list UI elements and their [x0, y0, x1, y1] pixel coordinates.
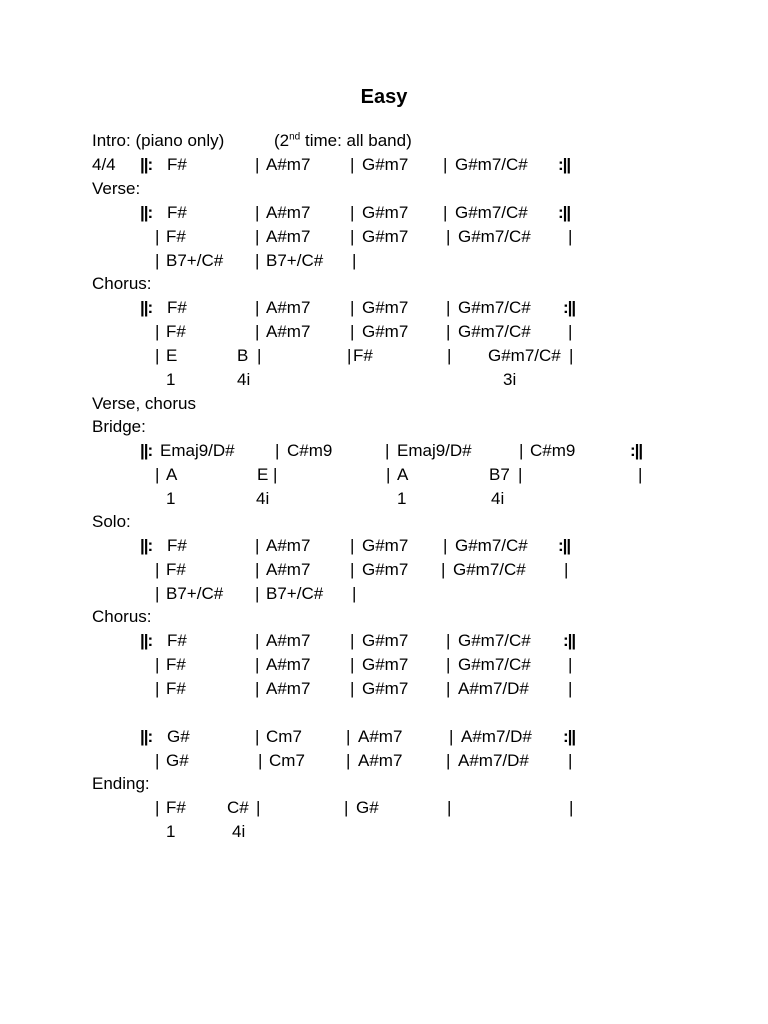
chord: G#	[356, 798, 379, 817]
bar-line: |	[257, 346, 262, 365]
bar-line: |	[350, 679, 355, 698]
chord: F#	[167, 298, 187, 317]
bar-line: |	[155, 751, 160, 770]
repeat-start-sign: ||:	[140, 536, 156, 555]
bar-line: |	[346, 727, 351, 746]
bar-line: |	[350, 655, 355, 674]
chord: F#	[167, 155, 187, 174]
bar-line: |	[350, 631, 355, 650]
section-chorus: Chorus:	[92, 607, 152, 626]
section-ending: Ending:	[92, 774, 150, 793]
chord: B7	[489, 465, 510, 484]
chord: G#m7	[362, 155, 409, 174]
bar-line: |	[352, 584, 357, 603]
section-chorus: Chorus:	[92, 274, 152, 293]
bar-line: |	[446, 227, 451, 246]
repeat-start-sign: ||:	[140, 298, 156, 317]
bar-line: |	[155, 227, 160, 246]
chord: A#m7	[358, 751, 403, 770]
chord: A#m7/D#	[461, 727, 532, 746]
bar-line: |	[443, 203, 448, 222]
chord: F#	[353, 346, 373, 365]
bar-line: |	[443, 536, 448, 555]
bar-line: |	[255, 155, 260, 174]
intro-label: Intro: (piano only)	[92, 131, 225, 150]
bar-line: |	[569, 798, 574, 817]
beat-number: 4i	[491, 489, 505, 508]
chord: E	[257, 465, 269, 484]
chord: A	[166, 465, 178, 484]
bar-line: |	[255, 251, 260, 270]
bar-line: |	[255, 560, 260, 579]
bar-line: |	[568, 655, 573, 674]
chord: A#m7/D#	[458, 751, 529, 770]
bar-line: |	[275, 441, 280, 460]
beat-number: 1	[397, 489, 407, 508]
beat-number: 1	[166, 822, 176, 841]
chord: G#m7	[362, 560, 409, 579]
bar-line: |	[446, 298, 451, 317]
chord: G#m7	[362, 631, 409, 650]
bar-line: |	[443, 155, 448, 174]
bar-line: |	[568, 751, 573, 770]
chord: G#m7	[362, 298, 409, 317]
chord: G#m7	[362, 203, 409, 222]
repeat-end-sign: :||	[563, 631, 576, 650]
bar-line: |	[155, 655, 160, 674]
chord: Cm7	[266, 727, 302, 746]
chord: G#m7/C#	[458, 227, 531, 246]
chord: G#m7/C#	[458, 655, 531, 674]
chord: E	[166, 346, 178, 365]
bar-line: |	[155, 560, 160, 579]
chord: A#m7	[266, 203, 311, 222]
chord: A#m7	[358, 727, 403, 746]
chord: G#m7	[362, 655, 409, 674]
beat-number: 3i	[503, 370, 517, 389]
bar-line: |	[155, 798, 160, 817]
bar-line: |	[273, 465, 278, 484]
chord: F#	[166, 227, 186, 246]
section-verse: Verse:	[92, 179, 141, 198]
chord: A#m7	[266, 679, 311, 698]
bar-line: |	[350, 227, 355, 246]
bar-line: |	[344, 798, 349, 817]
chord: A#m7	[266, 155, 311, 174]
bar-line: |	[385, 441, 390, 460]
chord: G#m7/C#	[455, 536, 528, 555]
chord: F#	[166, 798, 186, 817]
section-bridge: Bridge:	[92, 417, 146, 436]
chord: G#m7	[362, 322, 409, 341]
chord: B7+/C#	[166, 584, 224, 603]
repeat-start-sign: ||:	[140, 155, 156, 174]
time-signature: 4/4	[92, 155, 116, 174]
intro-band-note: (2nd time: all band)	[274, 131, 412, 150]
bar-line: |	[386, 465, 391, 484]
chord: C#m9	[287, 441, 333, 460]
bar-line: |	[155, 322, 160, 341]
bar-line: |	[350, 322, 355, 341]
bar-line: |	[155, 251, 160, 270]
bar-line: |	[446, 631, 451, 650]
bar-line: |	[564, 560, 569, 579]
beat-number: 4i	[256, 489, 270, 508]
bar-line: |	[255, 322, 260, 341]
bar-line: |	[255, 227, 260, 246]
chord: B7+/C#	[266, 251, 324, 270]
bar-line: |	[350, 560, 355, 579]
bar-line: |	[350, 298, 355, 317]
bar-line: |	[446, 322, 451, 341]
chord: G#m7/C#	[458, 298, 531, 317]
chord: F#	[167, 631, 187, 650]
section-solo: Solo:	[92, 512, 131, 531]
repeat-start-sign: ||:	[140, 631, 156, 650]
bar-line: |	[568, 322, 573, 341]
chord: A#m7	[266, 536, 311, 555]
bar-line: |	[255, 631, 260, 650]
chord: F#	[166, 560, 186, 579]
bar-line: |	[350, 536, 355, 555]
bar-line: |	[449, 727, 454, 746]
chord: G#m7/C#	[458, 322, 531, 341]
beat-number: 1	[166, 489, 176, 508]
chord: A#m7	[266, 227, 311, 246]
chord: F#	[167, 203, 187, 222]
chord: G#m7/C#	[455, 203, 528, 222]
chord: Emaj9/D#	[397, 441, 472, 460]
song-title: Easy	[360, 86, 408, 108]
chord: A#m7	[266, 322, 311, 341]
chord: B7+/C#	[166, 251, 224, 270]
chord: A#m7/D#	[458, 679, 529, 698]
bar-line: |	[447, 346, 452, 365]
chord: G#m7	[362, 227, 409, 246]
chord: B7+/C#	[266, 584, 324, 603]
repeat-end-sign: :||	[630, 441, 643, 460]
bar-line: |	[255, 298, 260, 317]
bar-line: |	[255, 655, 260, 674]
chord: A	[397, 465, 409, 484]
bar-line: |	[155, 679, 160, 698]
chord: G#m7/C#	[453, 560, 526, 579]
beat-number: 4i	[232, 822, 246, 841]
chord: F#	[166, 322, 186, 341]
bar-line: |	[446, 679, 451, 698]
bar-line: |	[155, 346, 160, 365]
bar-line: |	[569, 346, 574, 365]
chord: G#m7/C#	[458, 631, 531, 650]
repeat-start-sign: ||:	[140, 727, 156, 746]
bar-line: |	[256, 798, 261, 817]
bar-line: |	[346, 751, 351, 770]
chord: G#	[167, 727, 190, 746]
chord: G#	[166, 751, 189, 770]
bar-line: |	[519, 441, 524, 460]
repeat-end-sign: :||	[558, 536, 571, 555]
chord: Emaj9/D#	[160, 441, 235, 460]
bar-line: |	[446, 751, 451, 770]
bar-line: |	[258, 751, 263, 770]
bar-line: |	[568, 227, 573, 246]
repeat-end-sign: :||	[563, 298, 576, 317]
chord: B	[237, 346, 249, 365]
beat-number: 1	[166, 370, 176, 389]
bar-line: |	[255, 203, 260, 222]
chord: C#m9	[530, 441, 576, 460]
repeat-end-sign: :||	[563, 727, 576, 746]
bar-line: |	[155, 584, 160, 603]
bar-line: |	[352, 251, 357, 270]
chord: F#	[166, 655, 186, 674]
bar-line: |	[255, 727, 260, 746]
chord: C#	[227, 798, 249, 817]
bar-line: |	[441, 560, 446, 579]
chord: A#m7	[266, 631, 311, 650]
chord: F#	[167, 536, 187, 555]
bar-line: |	[350, 203, 355, 222]
bar-line: |	[568, 679, 573, 698]
chord: Cm7	[269, 751, 305, 770]
bar-line: |	[155, 465, 160, 484]
bar-line: |	[347, 346, 352, 365]
bar-line: |	[447, 798, 452, 817]
chord: G#m7	[362, 679, 409, 698]
bar-line: |	[255, 536, 260, 555]
chord: A#m7	[266, 560, 311, 579]
bar-line: |	[255, 584, 260, 603]
repeat-end-sign: :||	[558, 203, 571, 222]
repeat-end-sign: :||	[558, 155, 571, 174]
chord: F#	[166, 679, 186, 698]
repeat-start-sign: ||:	[140, 203, 156, 222]
bar-line: |	[518, 465, 523, 484]
chord: A#m7	[266, 298, 311, 317]
bar-line: |	[638, 465, 643, 484]
chord: A#m7	[266, 655, 311, 674]
bar-line: |	[446, 655, 451, 674]
chord: G#m7	[362, 536, 409, 555]
bar-line: |	[350, 155, 355, 174]
chord: G#m7/C#	[488, 346, 561, 365]
section-verse-chorus: Verse, chorus	[92, 394, 196, 413]
chord: G#m7/C#	[455, 155, 528, 174]
beat-number: 4i	[237, 370, 251, 389]
bar-line: |	[255, 679, 260, 698]
repeat-start-sign: ||:	[140, 441, 153, 460]
